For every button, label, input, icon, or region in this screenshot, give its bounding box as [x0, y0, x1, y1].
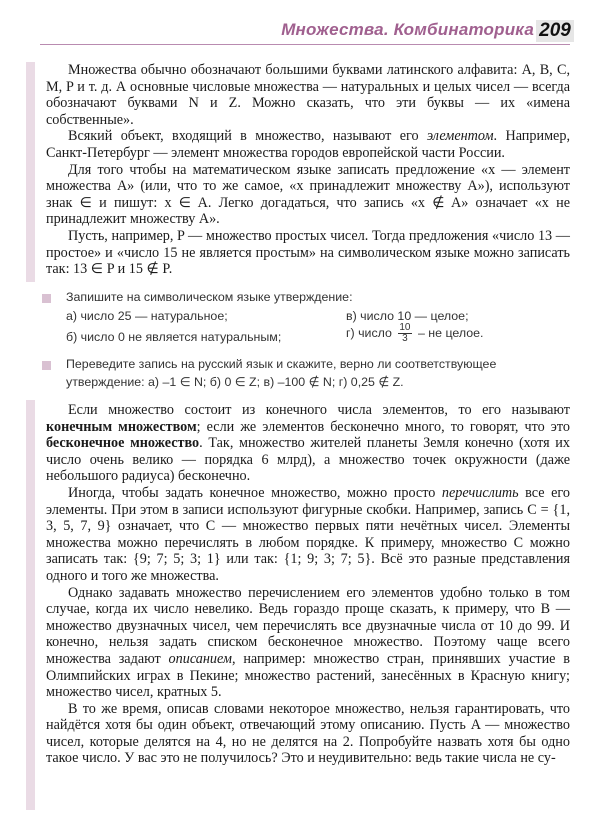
exercise-bullet-icon [42, 361, 51, 370]
theory-block-1 [46, 62, 570, 278]
paragraph-sets-notation: Множества обычно обозначают большими буквами латинского алфавита: A, B, C, M, P и т. д. А основные числовые множества — натуральных и целых чисел — всегда обозначают буквами N и Z. Можно сказать, что эти буквы — их «имена собственные». [46, 62, 570, 128]
exercise-bullet-icon [42, 294, 51, 303]
exercise-1-g-suffix: – не целое. [417, 325, 484, 340]
chapter-title: Множества. Комбинаторика [281, 20, 534, 39]
text-part: ; если же элементов бесконечно много, то говорят, что это [196, 418, 570, 435]
exercise-1-b: б) число 0 не является натуральным; [66, 330, 282, 344]
exercise-1-g-prefix: г) число [346, 325, 392, 340]
term-infinite-set: бесконечное множество [46, 435, 200, 452]
page-number: 209 [536, 20, 574, 42]
text-part: . Например, Санкт-Петербург — элемент множества городов европейской части России. [46, 128, 570, 161]
exercise-1-v: в) число 10 — целое; [346, 309, 469, 323]
paragraph-element [46, 128, 570, 161]
text-part: . Так, множество жителей планеты Земля конечно (хотя их число очень велико — порядка 6 млрд), а множество точек окружности (даже небольшого радиуса) бесконечно. [46, 435, 570, 485]
paragraph-description [46, 585, 570, 701]
text-part: все его элементы. При этом в записи используют фигурные скобки. Например, запись C = {1, 3, 5, 7, 9} означает, что C — множество первых пяти нечётных чисел. Элементы множества можно перечислять в любом порядке. К примеру, множество C можно записать так: {9; 7; 5; 3; 1} или так: {1; 9; 3; 7; 5}. Всё это разные представления одного и того же множества. [46, 484, 570, 584]
text-part: Если множество состоит из конечного числа элементов, то его называют [68, 402, 570, 418]
exercise-1-prompt: Запишите на символическом языке утверждение: [66, 290, 353, 304]
exercise-2 [46, 357, 566, 393]
exercise-2-line-2: утверждение: а) –1 ∈ N; б) 0 ∈ Z; в) –100 ∉ N; г) 0,25 ∉ Z. [66, 375, 404, 389]
paragraph-finite-infinite [46, 402, 570, 485]
term-description: описанием [168, 650, 232, 667]
text-part: , например: множество стран, принявших участие в Олимпийских играх в Пекине; множество растений, занесённых в Красную книгу; множество чисел, кратных 5. [46, 650, 570, 701]
exercise-1-g [346, 323, 484, 344]
exercise-2-line-1: Переведите запись на русский язык и скажите, верно ли соответствующее [66, 357, 497, 371]
margin-bar-top [26, 62, 35, 282]
term-element: элементом [426, 128, 494, 145]
term-enumerate: перечислить [441, 484, 519, 501]
fraction-denominator: 3 [402, 333, 408, 344]
paragraph-membership-sign: Для того чтобы на математическом языке записать предложение «x — элемент множества A» (или, что то же самое, «x принадлежит множеству A»), используют знак ∈ и пишут: x ∈ A. Легко догадаться, что запись «x ∉ A» означает «x не принадлежит множеству A». [46, 161, 570, 228]
paragraph-primes-example: Пусть, например, P — множество простых чисел. Тогда предложения «число 13 — простое» и «число 15 не является простым» на символическом языке можно записать так: 13 ∈ P и 15 ∉ P. [46, 227, 570, 278]
paragraph-enumeration [46, 485, 570, 585]
fraction-ten-thirds [398, 323, 411, 344]
exercise-1 [46, 290, 566, 350]
margin-bar-bottom [26, 400, 35, 810]
fraction-numerator: 10 [399, 322, 411, 333]
text-part: Иногда, чтобы задать конечное множество, можно просто [68, 484, 442, 501]
term-finite-set: конечным множеством [46, 418, 197, 435]
header-rule [40, 44, 570, 45]
theory-block-2 [46, 402, 570, 767]
exercise-1-a: а) число 25 — натуральное; [66, 309, 228, 323]
running-header [0, 20, 600, 46]
text-part: Всякий объект, входящий в множество, называют его [68, 128, 427, 145]
paragraph-empty-set-intro: В то же время, описав словами некоторое множество, нельзя гарантировать, что найдётся хотя бы один объект, отвечающий этому описанию. Пусть A — множество чисел, которые делятся на 4, но не делятся на 2. Попробуйте назвать хотя бы одно такое число. У вас это не получилось? Это и неудивительно: ведь такие числа не су- [46, 700, 570, 767]
text-part: Однако задавать множество перечислением его элементов удобно только в том случае, когда их число невелико. Ведь гораздо проще сказать, к примеру, что B — множество двузначных чисел, чем перечислять все двузначные числа от 10 до 99. И конечно, нельзя задать списком бесконечное множество. Поэтому чаще всего множества задают [46, 584, 570, 667]
